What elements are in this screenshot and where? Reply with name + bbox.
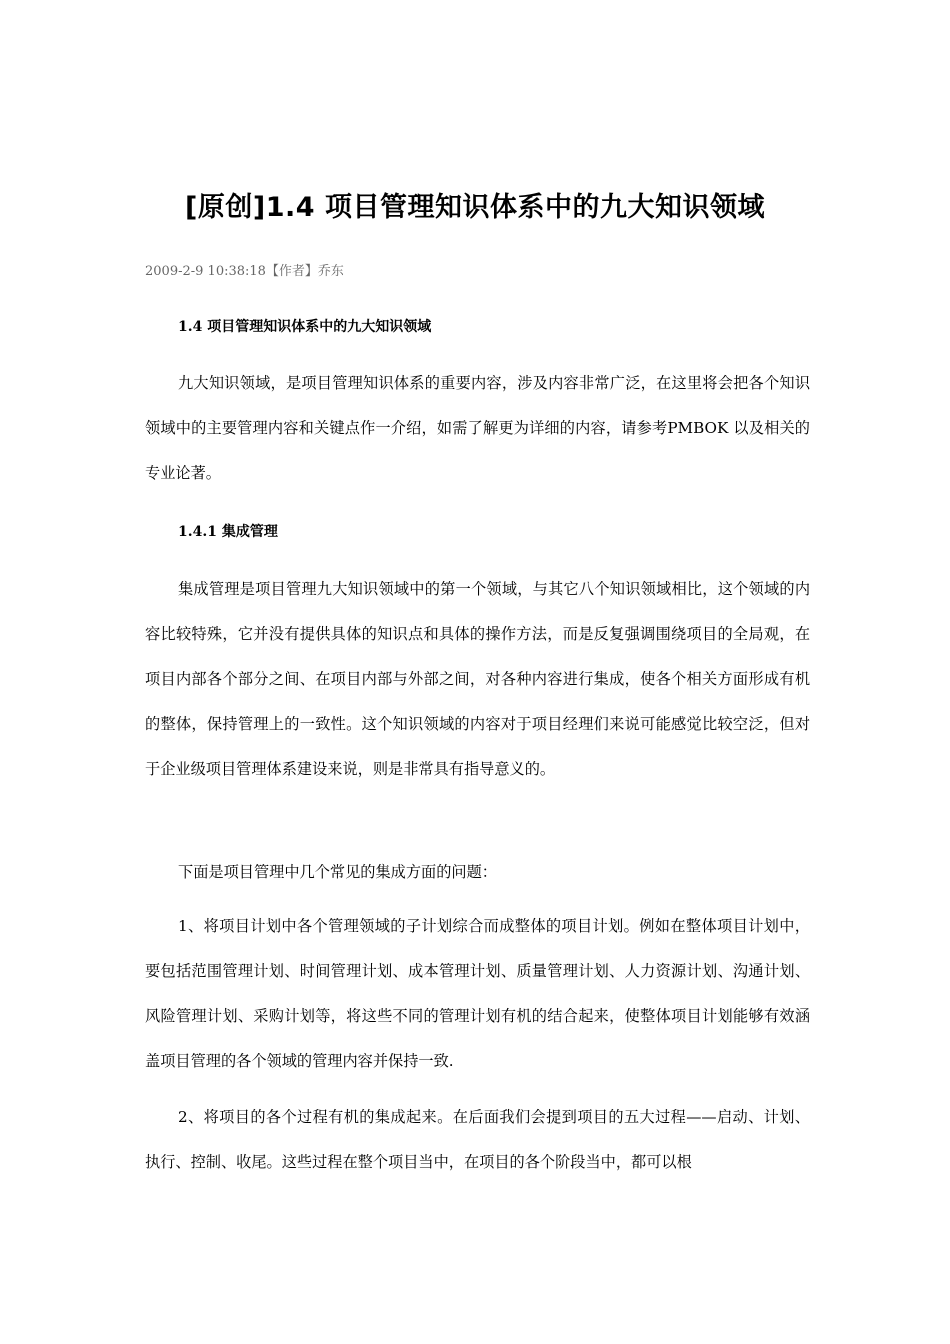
intro-paragraph: 九大知识领域，是项目管理知识体系的重要内容，涉及内容非常广泛，在这里将会把各个知识领域中的主要管理内容和关键点作一介绍，如需了解更为详细的内容，请参考PMBOK 以及相关的专业论著。 bbox=[145, 374, 810, 482]
body-paragraph: 下面是项目管理中几个常见的集成方面的问题： bbox=[178, 863, 497, 881]
section-heading: 1.4 项目管理知识体系中的九大知识领域 bbox=[178, 319, 432, 335]
article-meta: 2009-2-9 10:38:18【作者】乔东 bbox=[145, 264, 344, 279]
body-paragraph: 集成管理是项目管理九大知识领域中的第一个领域，与其它八个知识领域相比，这个领域的内容比较特殊，它并没有提供具体的知识点和具体的操作方法，而是反复强调围绕项目的全局观，在项目内部各个部分之间、在项目内部与外部之间，对各种内容进行集成，使各个相关方面形成有机的整体，保持管理上的一致性。这个知识领域的内容对于项目经理们来说可能感觉比较空泛，但对于企业级项目管理体系建设来说，则是非常具有指导意义的。 bbox=[145, 580, 810, 778]
body-paragraph: 1、将项目计划中各个管理领域的子计划综合而成整体的项目计划。例如在整体项目计划中，要包括范围管理计划、时间管理计划、成本管理计划、质量管理计划、人力资源计划、沟通计划、风险管理计划、采购计划等，将这些不同的管理计划有机的结合起来，使整体项目计划能够有效涵盖项目管理的各个领域的管理内容并保持一致. bbox=[145, 917, 810, 1070]
body-paragraph: 2、将项目的各个过程有机的集成起来。在后面我们会提到项目的五大过程——启动、计划、执行、控制、收尾。这些过程在整个项目当中，在项目的各个阶段当中，都可以根 bbox=[145, 1108, 810, 1171]
article-title: [原创]1.4 项目管理知识体系中的九大知识领域 bbox=[185, 192, 765, 223]
subsection-heading: 1.4.1 集成管理 bbox=[178, 524, 278, 540]
